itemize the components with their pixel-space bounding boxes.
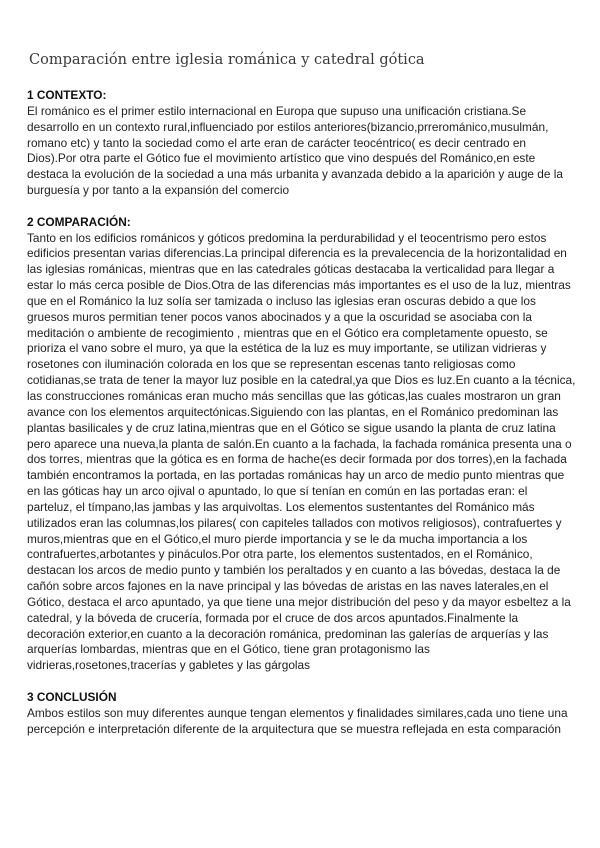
section-contexto: [27, 88, 576, 199]
document-content: [27, 88, 576, 738]
section-heading: 3 CONCLUSIÓN: [27, 689, 117, 704]
section-heading: 2 COMPARACIÓN:: [27, 214, 131, 229]
document-title: Comparación entre iglesia románica y catedral gótica: [29, 52, 425, 68]
section-paragraph: El románico es el primer estilo internacional en Europa que supuso una unificación cristiana.Se desarrollo en un contexto rural,influenciado por estilos anteriores(bizancio,prrerománico,musulmán, romano etc) y tanto la sociedad como el arte eran de carácter teocéntrico( es decir centrado en Dios).Por otra parte el Gótico fue el movimiento artístico que vino después del Románico,en este destaca la evolución de la sociedad a una más urbanita y avanzada debido a la aparición y auge de la burguesía y por tanto a la expansión del comercio: [27, 103, 563, 198]
section-paragraph: Ambos estilos son muy diferentes aunque tengan elementos y finalidades similares,cada uno tiene una percepción e interpretación diferente de la arquitectura que se muestra reflejada en esta comparación: [27, 705, 568, 736]
section-conclusion: [27, 690, 576, 738]
section-heading: 1 CONTEXTO:: [27, 88, 107, 102]
section-paragraph: Tanto en los edificios románicos y góticos predomina la perdurabilidad y el teocentrismo pero estos edificios presentan varias diferencias.La principal diferencia es la prevalecencia de la horizontalidad en las iglesias románicas, mientras que en las catedrales góticas destacaba la verticalidad para llegar a estar lo más cerca posible de Dios.Otra de las diferencias más importantes es el uso de la luz, mientras que en el Románico la luz solía ser tamizada o incluso las iglesias eran oscuras debido a que los gruesos muros permitian tener pocos vanos abocinados y a que la oscuridad se asociaba con la meditación o ambiente de recogimiento , mientras que en el Gótico era completamente opuesto, se prioriza el vano sobre el muro, ya que la estética de la luz es muy importante, se utilizan vidrieras y rosetones con iluminación colorada en los que se representan escenas tanto religiosas como cotidianas,se trata de tener la mayor luz posible en la catedral,ya que Dios es luz.En cuanto a la técnica, las construcciones románicas eran mucho más sencillas que las góticas,las cuales mostraron un gran avance con los elementos arquitectónicas.Siguiendo con las plantas, en el Románico predominan las plantas basilicales y de cruz latina,mientras que en el Gótico se sigue usando la planta de cruz latina pero aparece una nueva,la planta de salón.En cuanto a la fachada, la fachada románica presenta una o dos torres, mientras que la gótica es en forma de hache(es decir formada por dos torres),en la fachada también encontramos la portada, en las portadas románicas hay un arco de medio punto mientras que en las góticas hay un arco ojival o apuntado, lo que sí tenían en común en las portadas eran: el parteluz, el tímpano,las jambas y las arquivoltas. Los elementos sustentantes del Románico más utilizados eran las columnas,los pilares( con capiteles tallados con motivos religiosos), contrafuertes y muros,mientras que en el Gótico,el muro pierde importancia y se le da mucha importancia a los contrafuertes,arbotantes y pináculos.Por otra parte, los elementos sustentados, en el Románico, destacan los arcos de medio punto y también los peraltados y en cuanto a las bóvedas, destaca la de cañón sobre arcos fajones en la nave principal y las bóvedas de aristas en las naves laterales,en el Gótico, destaca el arco apuntado, ya que tiene una mejor distribución del peso y da mayor esbeltez a la catedral, y la bóveda de crucería, formada por el cruce de dos arcos apuntados.Finalmente la decoración exterior,en cuanto a la decoración románica, predominan las galerías de arquerías y las arquerías lombardas, mientras que en el Gótico, tiene gran protagonismo las vidrieras,rosetones,tracerías y gabletes y las gárgolas: [27, 230, 576, 673]
section-comparacion: [27, 215, 576, 674]
